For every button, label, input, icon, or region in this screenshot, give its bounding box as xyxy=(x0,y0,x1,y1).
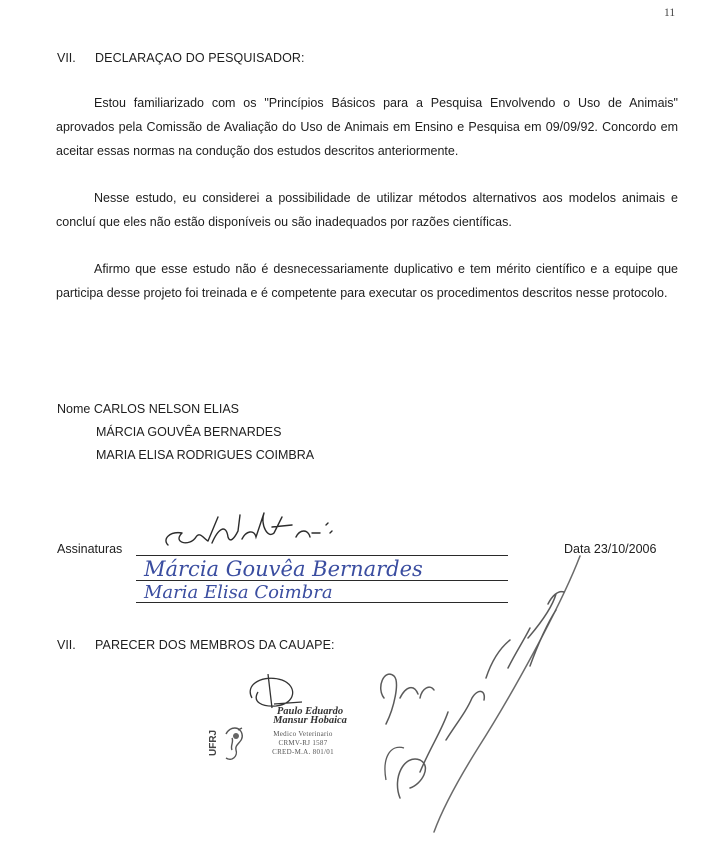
researcher-name: MARIA ELISA RODRIGUES COIMBRA xyxy=(96,448,315,462)
researcher-names xyxy=(57,398,314,467)
date-label: Data xyxy=(564,542,591,556)
paragraph-principles: Estou familiarizado com os "Princípios Básicos para a Pesquisa Envolvendo o Uso de Animais" aprovados pela Comissão de Avaliação do Uso de Animais em Ensino e Pesquisa em 09/09/92. Concordo em aceitar essas normas na condução dos estudos descritos anteriormente. xyxy=(56,96,678,158)
name-row-1 xyxy=(57,398,314,421)
signature-marcia: Márcia Gouvêa Bernardes xyxy=(144,557,423,581)
signatures-label: Assinaturas xyxy=(57,542,123,556)
researcher-name: MÁRCIA GOUVÊA BERNARDES xyxy=(96,425,282,439)
stamp-line: Medico Veterinario xyxy=(273,730,333,738)
stamp-name: Paulo Eduardo Mansur Hobaica xyxy=(273,706,347,726)
section-number: VII. xyxy=(57,638,76,652)
committee-signature xyxy=(360,548,600,838)
section-title: DECLARAÇAO DO PESQUISADOR: xyxy=(95,51,305,65)
stamp-institution: UFRJ xyxy=(208,729,219,756)
researcher-name: CARLOS NELSON ELIAS xyxy=(93,402,240,416)
section-number: VII. xyxy=(57,51,76,65)
stamp-signature-loop xyxy=(244,674,304,710)
page-number: 11 xyxy=(664,7,676,19)
stamp-line: CRMV-RJ 1587 xyxy=(278,739,328,747)
stamp-block xyxy=(248,707,358,757)
date-value: 23/10/2006 xyxy=(593,542,657,556)
name-label: Nome xyxy=(57,402,91,416)
signature-maria-elisa: Maria Elisa Coimbra xyxy=(144,582,333,603)
paragraph-alternatives: Nesse estudo, eu considerei a possibilidade de utilizar métodos alternativos aos modelos animais e concluí que eles não estão disponíveis ou são inadequados por razões científicas. xyxy=(56,191,678,229)
committee-section-title: PARECER DOS MEMBROS DA CAUAPE: xyxy=(95,638,335,652)
ufrj-logo-icon xyxy=(222,724,248,764)
signature-carlos xyxy=(160,503,350,558)
paragraph-merit: Afirmo que esse estudo não é desnecessariamente duplicativo e tem mérito científico e a equipe que participa desse projeto foi treinada e é competente para executar os procedimentos descritos nesse protocolo. xyxy=(56,262,678,300)
stamp-line: CRED-M.A. 801/01 xyxy=(272,748,334,756)
